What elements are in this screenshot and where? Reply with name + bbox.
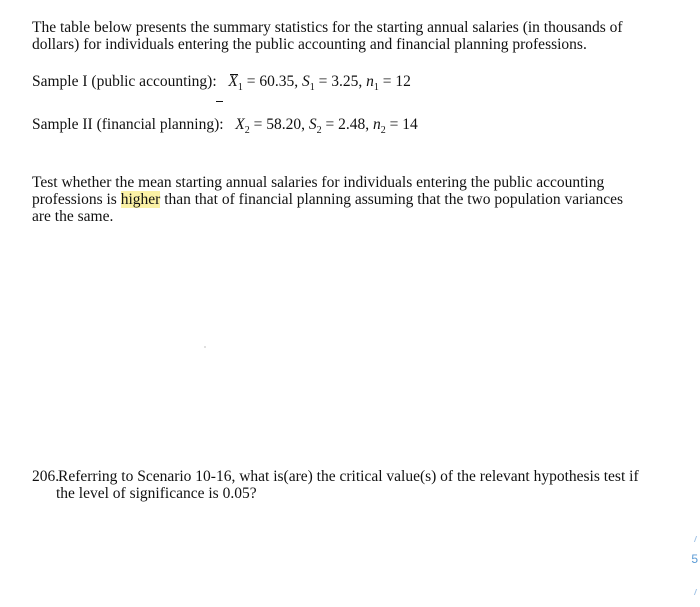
sample-2-sd-symbol: S xyxy=(308,116,317,133)
edge-glyph: 5 xyxy=(691,552,698,566)
question-line-1: Referring to Scenario 10-16, what is(are) the critical value(s) of the relevant hypothesis test if xyxy=(58,468,639,485)
edge-tick-mark xyxy=(694,536,700,542)
sample-2-n-sub: 2 xyxy=(380,125,386,136)
sample-2-sd-value: = 2.48 xyxy=(325,116,366,133)
sample-1-mean-sub: 1 xyxy=(237,82,243,93)
sample-1-sd-sub: 1 xyxy=(309,82,315,93)
sample-1-label: Sample I (public accounting): xyxy=(32,73,217,90)
task-text-after: than that of financial planning assuming that the two population variances are the same. xyxy=(32,191,624,225)
sample-2-line: Sample II (financial planning): $X_2 = 58.20$, $S_2 = 2.48$, $n_2 = 14$ xyxy=(32,116,418,136)
sample-1-sd-symbol: S xyxy=(302,73,310,90)
task-text-before: Test whether the mean starting annual salaries for individuals entering the public accounting professions is xyxy=(32,174,605,208)
sample-2-n-value: = 14 xyxy=(389,116,418,133)
question-206 xyxy=(32,468,652,502)
sample-1-mean-symbol: X xyxy=(228,73,238,90)
sample-1-line: Sample I (public accounting): $X_1 = 60.35$, $S_1 = 3.25$, $n_1 = 12$ xyxy=(32,73,411,93)
sample-1-mean-value: = 60.35 xyxy=(246,73,295,90)
sample-1-n-sub: 1 xyxy=(373,82,379,93)
stray-bar-mark xyxy=(216,73,246,103)
task-paragraph xyxy=(32,174,642,225)
question-line-2: the level of significance is 0.05? xyxy=(56,485,257,502)
edge-tick-mark xyxy=(694,589,700,595)
sample-2-mean-value: = 58.20 xyxy=(253,116,302,133)
sample-2-n-symbol: n xyxy=(373,116,381,133)
sample-2-sd-sub: 2 xyxy=(316,125,322,136)
intro-paragraph: The table below presents the summary statistics for the starting annual salaries (in thousands of dollars) for individuals entering the public accounting and financial planning professions. xyxy=(32,19,623,53)
sample-1-n-value: = 12 xyxy=(382,73,411,90)
sample-2-mean-symbol: X xyxy=(235,116,245,133)
sample-2-label: Sample II (financial planning): xyxy=(32,116,224,133)
highlighted-word: higher xyxy=(120,191,161,208)
sample-1-n-symbol: n xyxy=(366,73,374,90)
question-number: 206. xyxy=(32,468,60,485)
sample-2-mean-sub: 2 xyxy=(244,125,250,136)
scan-speck xyxy=(204,346,206,348)
sample-1-sd-value: = 3.25 xyxy=(318,73,359,90)
